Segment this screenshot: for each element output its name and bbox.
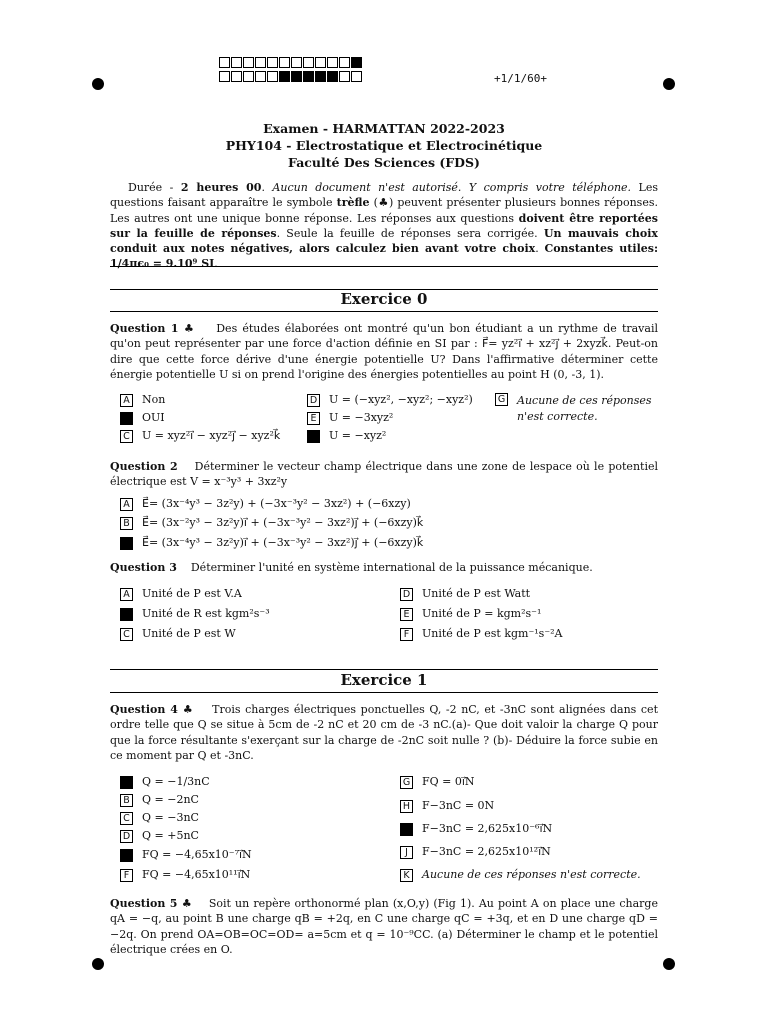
q3-option-f[interactable]: F Unité de P est kgm⁻¹s⁻²A (400, 627, 562, 641)
divider (110, 669, 658, 670)
id-code-grid-bottom (219, 71, 363, 82)
question-5: Question 5 ♣ Soit un repère orthonormé plan (x,O,y) (Fig 1). Au point A on place une charge qA = −q, au point B une charge qB = +2q, en C une charge qC = +3q, et en D une charge qD = −2q. On prend OA=OB=OC=OD= a=5cm et q = 10⁻⁹CC. (a) Déterminer le champ et le potentiel électrique crées en O. (110, 897, 658, 956)
q4-option-h[interactable]: H F−3nC = 0N (400, 799, 494, 813)
instructions: Durée - 2 heures 00. Aucun document n'est autorisé. Y compris votre téléphone. Les questions faisant apparaître le symbole trèfle (♣) peuvent présenter plusieurs bonnes réponses. Les autres ont une unique bonne réponse. Les réponses aux questions doivent être reportées sur la feuille de réponses. Seule la feuille de réponses sera corrigée. Un mauvais choix conduit aux notes négatives, alors calculez bien avant votre choix. Constantes utiles: 1/4πϵ₀ = 9.10⁹ SI. (110, 181, 658, 271)
page-identifier: +1/1/60+ (494, 72, 547, 85)
q4-option-e[interactable]: E FQ = −4,65x10⁻⁷i⃗N (120, 848, 252, 862)
question-2: Question 2 Déterminer le vecteur champ électrique dans une zone de lespace où le potentiel électrique est V = x⁻³y³ + 3xz²y (110, 460, 658, 489)
q1-option-c[interactable]: C U = xyz²i⃗ − xyz²j⃗ − xyz²k⃗ (120, 429, 280, 443)
question-1: Question 1 ♣ Des études élaborées ont montré qu'un bon étudiant a un rythme de travail qu'on peut représenter par une force d'action définie en SI par : F⃗= yz²i⃗ + xz²j⃗ + 2xyzk⃗. Peut-on dire que cette force dérive d'une énergie potentielle U? Dans l'affirmative déterminer cette énergie potentielle U si on prend l'origine des énergies potentielles au point H (0, -3, 1). (110, 322, 658, 381)
q4-option-b[interactable]: B Q = −2nC (120, 793, 199, 807)
q3-option-e[interactable]: E Unité de P = kgm²s⁻¹ (400, 607, 541, 621)
q2-option-a[interactable]: A E⃗= (3x⁻⁴y³ − 3z²y) + (−3x⁻³y² − 3xz²) + (−6xzy) (120, 497, 411, 511)
exercise-0-title: Exercice 0 (340, 290, 428, 308)
faculty-name: Faculté Des Sciences (FDS) (288, 155, 480, 170)
q4-option-i[interactable]: I F−3nC = 2,625x10⁻⁶i⃗N (400, 822, 552, 836)
exam-header (110, 120, 658, 171)
q3-option-b[interactable]: B Unité de R est kgm²s⁻³ (120, 607, 270, 621)
course-title: PHY104 - Electrostatique et Electrocinétique (225, 138, 543, 153)
divider (110, 311, 658, 312)
warning-text: Un mauvais choix conduit aux notes négatives, alors calculez bien avant votre choix (110, 226, 658, 256)
q3-option-a[interactable]: A Unité de P est V.A (120, 587, 242, 601)
q1-option-f[interactable]: F U = −xyz² (307, 429, 386, 443)
q4-option-c[interactable]: C Q = −3nC (120, 811, 199, 825)
registration-mark-bottom-left (92, 958, 104, 970)
q2-option-c[interactable]: C E⃗= (3x⁻⁴y³ − 3z²y)i⃗ + (−3x⁻³y² − 3xz²)j⃗ + (−6xzy)k⃗ (120, 536, 423, 550)
q1-option-a[interactable]: A Non (120, 393, 165, 407)
q4-option-d[interactable]: D Q = +5nC (120, 829, 199, 843)
registration-mark-top-left (92, 78, 104, 90)
q3-option-c[interactable]: C Unité de P est W (120, 627, 236, 641)
exam-title: Examen - HARMATTAN 2022-2023 (263, 121, 505, 136)
q1-option-g[interactable]: G Aucune de ces réponses n'est correcte. (495, 393, 652, 425)
question-4: Question 4 ♣ Trois charges électriques ponctuelles Q, -2 nC, et -3nC sont alignées dans cet ordre telle que Q se situe à 5cm de -2 nC et 20 cm de -3 nC.(a)- Que doit valoir la charge Q pour que la force résultante s'exerçant sur la charge de -2nC soit nulle ? (b)- Déduire la force subie en ce moment par Q et -3nC. (110, 703, 658, 762)
q4-option-g[interactable]: G FQ = 0i⃗N (400, 775, 475, 789)
q2-option-b[interactable]: B E⃗= (3x⁻²y³ − 3z²y)i⃗ + (−3x⁻³y² − 3xz²)j⃗ + (−6xzy)k⃗ (120, 516, 423, 530)
divider (110, 266, 658, 267)
q4-option-k[interactable]: K Aucune de ces réponses n'est correcte. (400, 868, 641, 882)
divider (110, 692, 658, 693)
q1-option-b[interactable]: B OUI (120, 411, 165, 425)
q1-option-d[interactable]: D U = (−xyz², −xyz²; −xyz²) (307, 393, 473, 407)
exercise-1-title: Exercice 1 (340, 671, 428, 689)
question-3: Question 3 Déterminer l'unité en système international de la puissance mécanique. (110, 561, 593, 574)
q4-option-f[interactable]: F FQ = −4,65x10¹¹i⃗N (120, 868, 250, 882)
q4-option-a[interactable]: A Q = −1/3nC (120, 775, 210, 789)
q4-option-j[interactable]: J F−3nC = 2,625x10¹²i⃗N (400, 845, 551, 859)
registration-mark-top-right (663, 78, 675, 90)
id-code-grid-top (219, 57, 363, 68)
registration-mark-bottom-right (663, 958, 675, 970)
q1-option-e[interactable]: E U = −3xyz² (307, 411, 393, 425)
constants: Constantes utiles: 1/4πϵ₀ = 9.10⁹ SI (110, 242, 658, 271)
duration: 2 heures 00 (180, 181, 262, 194)
q3-option-d[interactable]: D Unité de P est Watt (400, 587, 530, 601)
